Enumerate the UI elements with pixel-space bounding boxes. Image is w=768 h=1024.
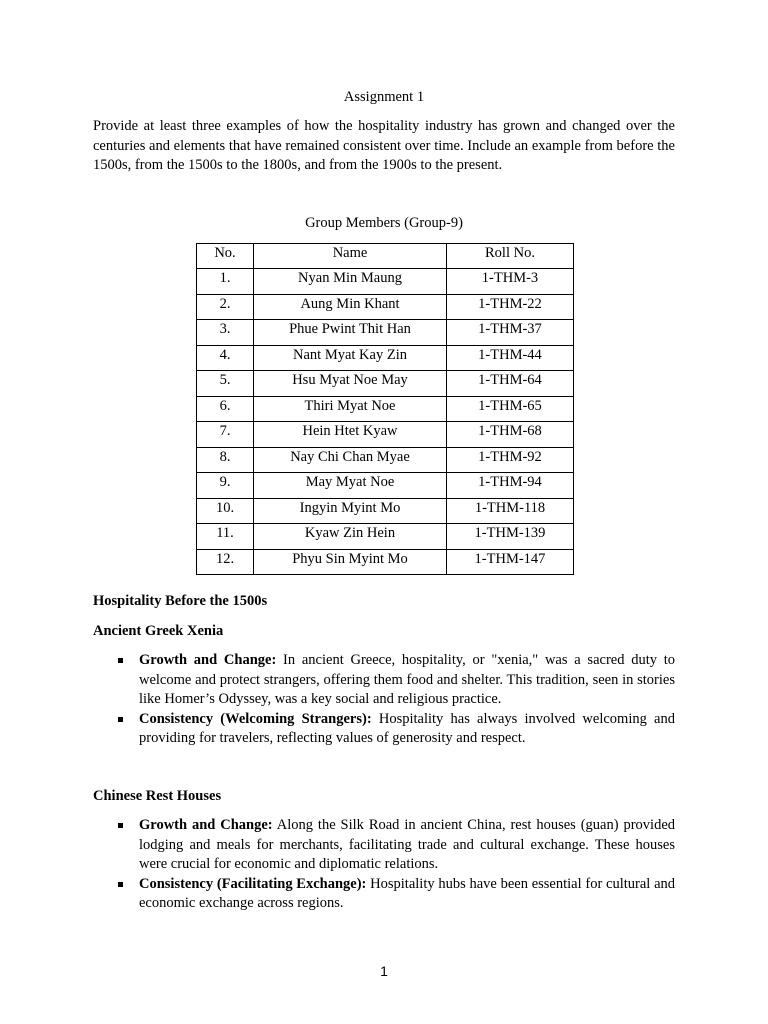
square-bullet-icon [118, 717, 123, 722]
cell-name: May Myat Noe [254, 473, 447, 499]
table-row [197, 396, 574, 422]
page-number: 1 [380, 963, 388, 979]
header-no: No. [197, 244, 254, 269]
bullet-text: Hospitality has always involved welcoming and providing for travelers, reflecting values of generosity and respect. [139, 710, 675, 746]
square-bullet-icon [118, 823, 123, 828]
header-name: Name [254, 244, 447, 269]
cell-no: 1. [197, 269, 254, 295]
greek-xenia-bullets [93, 651, 675, 749]
cell-no: 5. [197, 371, 254, 397]
cell-roll-no: 1-THM-65 [447, 396, 574, 422]
cell-name: Nay Chi Chan Myae [254, 447, 447, 473]
chinese-rest-houses-bullets [93, 816, 675, 914]
cell-name: Aung Min Khant [254, 294, 447, 320]
table-row [197, 320, 574, 346]
table-header-row [197, 244, 574, 269]
cell-name: Thiri Myat Noe [254, 396, 447, 422]
cell-roll-no: 1-THM-22 [447, 294, 574, 320]
document-title: Assignment 1 [343, 89, 425, 105]
table-row [197, 269, 574, 295]
table-row [197, 447, 574, 473]
cell-no: 9. [197, 473, 254, 499]
cell-roll-no: 1-THM-147 [447, 549, 574, 575]
cell-no: 6. [197, 396, 254, 422]
table-row [197, 524, 574, 550]
table-row [197, 498, 574, 524]
square-bullet-icon [118, 882, 123, 887]
subheading-greek-xenia: Ancient Greek Xenia [93, 623, 224, 639]
square-bullet-icon [118, 658, 123, 663]
table-row [197, 345, 574, 371]
cell-roll-no: 1-THM-92 [447, 447, 574, 473]
cell-name: Nyan Min Maung [254, 269, 447, 295]
table-row [197, 473, 574, 499]
cell-name: Phue Pwint Thit Han [254, 320, 447, 346]
group-members-table [196, 243, 574, 575]
cell-roll-no: 1-THM-3 [447, 269, 574, 295]
cell-name: Nant Myat Kay Zin [254, 345, 447, 371]
cell-no: 10. [197, 498, 254, 524]
cell-roll-no: 1-THM-37 [447, 320, 574, 346]
cell-no: 2. [197, 294, 254, 320]
cell-name: Kyaw Zin Hein [254, 524, 447, 550]
subheading-chinese-rest-houses: Chinese Rest Houses [93, 788, 222, 804]
cell-roll-no: 1-THM-139 [447, 524, 574, 550]
bullet-text: In ancient Greece, hospitality, or "xenia," was a sacred duty to welcome and protect strangers, offering them food and shelter. This tradition, seen in stories like Homer’s Odyssey, was a key social and religious practice. [139, 652, 675, 707]
cell-no: 11. [197, 524, 254, 550]
bullet-label: Growth and Change: [139, 652, 277, 668]
cell-roll-no: 1-THM-118 [447, 498, 574, 524]
bullet-label: Consistency (Facilitating Exchange): [139, 875, 367, 892]
bullet-label: Growth and Change: [139, 817, 273, 833]
bullet-text: Hospitality hubs have been essential for cultural and economic exchange across regions. [139, 875, 676, 911]
cell-no: 4. [197, 345, 254, 371]
bullet-item [93, 875, 675, 914]
table-caption: Group Members (Group-9) [305, 215, 463, 231]
table-row [197, 371, 574, 397]
cell-no: 8. [197, 447, 254, 473]
cell-no: 3. [197, 320, 254, 346]
header-roll-no: Roll No. [447, 244, 574, 269]
assignment-prompt: Provide at least three examples of how the hospitality industry has grown and changed over the centuries and elements that have remained consistent over time. Include an example from before the 1500s, from the 1500s to the 1800s, and from the 1900s to the present. [93, 118, 675, 173]
bullet-text: Along the Silk Road in ancient China, rest houses (guan) provided lodging and meals for merchants, facilitating trade and cultural exchange. These houses were crucial for economic and diplomatic relations. [139, 817, 676, 872]
cell-roll-no: 1-THM-64 [447, 371, 574, 397]
cell-roll-no: 1-THM-44 [447, 345, 574, 371]
cell-no: 12. [197, 549, 254, 575]
cell-roll-no: 1-THM-68 [447, 422, 574, 448]
bullet-item [93, 816, 675, 875]
table-row [197, 549, 574, 575]
cell-name: Ingyin Myint Mo [254, 498, 447, 524]
table-row [197, 422, 574, 448]
cell-no: 7. [197, 422, 254, 448]
bullet-label: Consistency (Welcoming Strangers): [139, 710, 372, 727]
cell-name: Phyu Sin Myint Mo [254, 549, 447, 575]
section-heading-before-1500s: Hospitality Before the 1500s [93, 593, 268, 609]
bullet-item [93, 651, 675, 710]
cell-name: Hein Htet Kyaw [254, 422, 447, 448]
bullet-item [93, 710, 675, 749]
cell-roll-no: 1-THM-94 [447, 473, 574, 499]
table-row [197, 294, 574, 320]
cell-name: Hsu Myat Noe May [254, 371, 447, 397]
